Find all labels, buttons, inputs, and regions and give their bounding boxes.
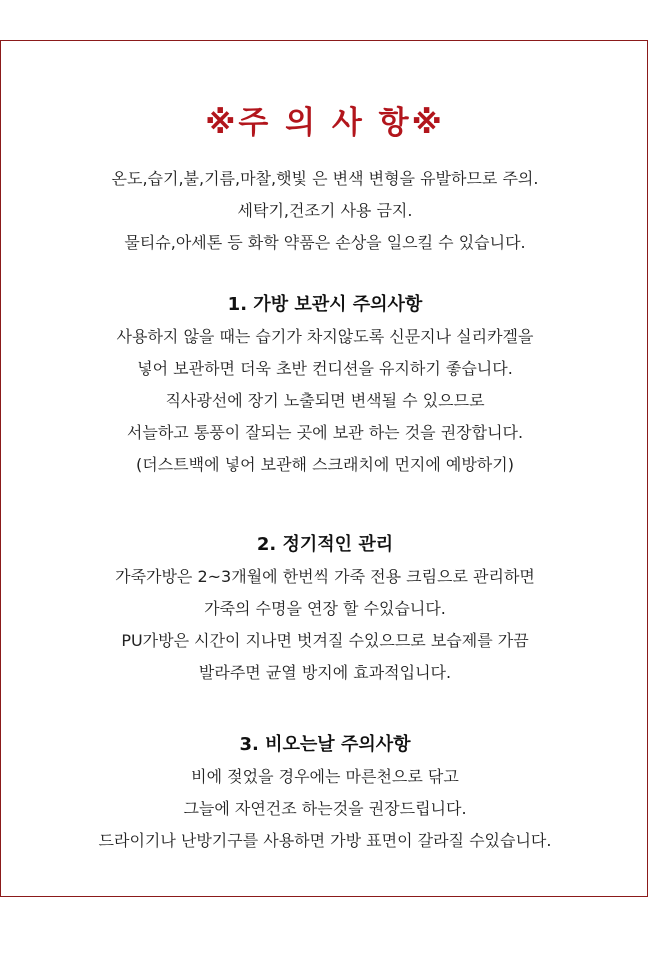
section-heading: 2. 정기적인 관리 bbox=[256, 534, 394, 555]
section-line: 그늘에 자연건조 하는것을 권장드립니다. bbox=[183, 799, 467, 818]
section-storage bbox=[0, 289, 650, 481]
section-line: 비에 젖었을 경우에는 마른천으로 닦고 bbox=[191, 767, 459, 786]
section-heading: 1. 가방 보관시 주의사항 bbox=[227, 294, 423, 315]
section-care bbox=[0, 529, 650, 689]
section-line: 서늘하고 통풍이 잘되는 곳에 보관 하는 것을 권장합니다. bbox=[126, 423, 524, 442]
intro-line: 물티슈,아세톤 등 화학 약품은 손상을 일으킬 수 있습니다. bbox=[124, 233, 526, 252]
page-title: ※주 의 사 항※ bbox=[205, 105, 445, 141]
section-line: (더스트백에 넣어 보관해 스크래치에 먼지에 예방하기) bbox=[136, 455, 514, 474]
intro-block bbox=[0, 163, 650, 259]
section-heading: 3. 비오는날 주의사항 bbox=[239, 734, 411, 755]
section-line: 직사광선에 장기 노출되면 변색될 수 있으므로 bbox=[165, 391, 485, 410]
section-line: 발라주면 균열 방지에 효과적입니다. bbox=[198, 663, 452, 682]
intro-line: 온도,습기,불,기름,마찰,햇빛 은 변색 변형을 유발하므로 주의. bbox=[111, 169, 539, 188]
section-line: 넣어 보관하면 더욱 초반 컨디션을 유지하기 좋습니다. bbox=[137, 359, 513, 378]
section-line: 드라이기나 난방기구를 사용하면 가방 표면이 갈라질 수있습니다. bbox=[98, 831, 552, 850]
section-line: 가죽가방은 2~3개월에 한번씩 가죽 전용 크림으로 관리하면 bbox=[115, 567, 535, 586]
intro-line: 세탁기,건조기 사용 금지. bbox=[237, 201, 413, 220]
section-line: 사용하지 않을 때는 습기가 차지않도록 신문지나 실리카겔을 bbox=[116, 327, 534, 346]
section-line: PU가방은 시간이 지나면 벗겨질 수있으므로 보습제를 가끔 bbox=[121, 631, 529, 650]
section-rain bbox=[0, 729, 650, 857]
section-line: 가죽의 수명을 연장 할 수있습니다. bbox=[204, 599, 446, 618]
